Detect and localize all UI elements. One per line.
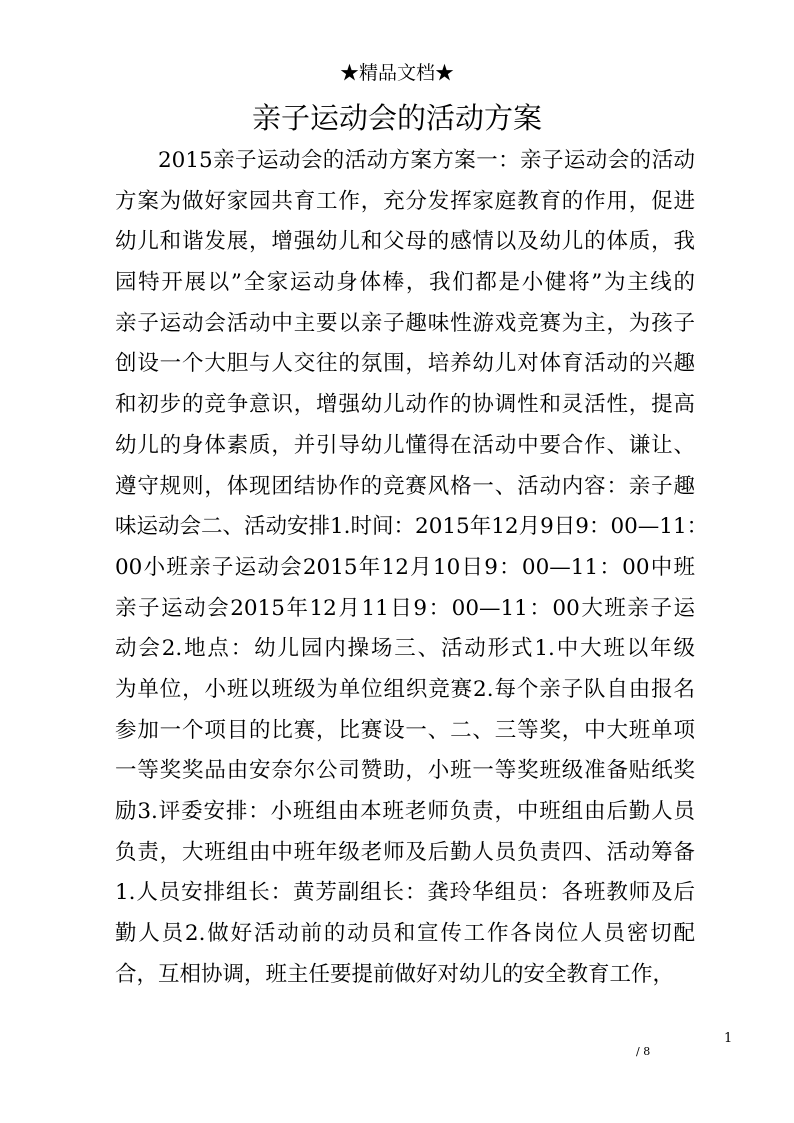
body-line: 动会2.地点：幼儿园内操场三、活动形式1.中大班以年级 — [115, 636, 695, 662]
body-line: 味运动会二、活动安排1.时间：2015年12月9日9：00—11： — [115, 514, 709, 540]
page-footer: / 8 — [636, 1045, 651, 1058]
body-line: 亲子运动会2015年12月11日9：00—11：00大班亲子运 — [115, 595, 695, 621]
body-line: 合，互相协调，班主任要提前做好对幼儿的安全教育工作， — [115, 961, 675, 987]
body-line: 园特开展以”全家运动身体棒，我们都是小健将”为主线的 — [115, 270, 695, 296]
body-line: 负责，大班组由中班年级老师及后勤人员负责四、活动筹备 — [115, 839, 695, 865]
document-title: 亲子运动会的活动方案 — [251, 101, 542, 135]
document-body — [115, 141, 709, 995]
body-line: 一等奖奖品由安奈尔公司赞助，小班一等奖班级准备贴纸奖 — [115, 758, 695, 784]
body-line: 幼儿的身体素质，并引导幼儿懂得在活动中要合作、谦让、 — [115, 432, 695, 458]
body-line: 1.人员安排组长：黄芳副组长：龚玲华组员：各班教师及后 — [115, 880, 695, 906]
body-line: 方案为做好家园共育工作，充分发挥家庭教育的作用，促进 — [115, 188, 695, 214]
body-line: 00小班亲子运动会2015年12月10日9：00—11：00中班 — [115, 554, 695, 580]
body-line: 亲子运动会活动中主要以亲子趣味性游戏竞赛为主，为孩子 — [115, 310, 695, 336]
body-line: 为单位，小班以班级为单位组织竞赛2.每个亲子队自由报名 — [115, 676, 695, 702]
body-line: 遵守规则，体现团结协作的竞赛风格一、活动内容：亲子趣 — [115, 473, 695, 499]
body-line: 创设一个大胆与人交往的氛围，培养幼儿对体育活动的兴趣 — [115, 351, 695, 377]
body-line: 勤人员2.做好活动前的动员和宣传工作各岗位人员密切配 — [115, 921, 695, 947]
body-line: 幼儿和谐发展，增强幼儿和父母的感情以及幼儿的体质，我 — [115, 229, 695, 255]
body-line: 励3.评委安排：小班组由本班老师负责，中班组由后勤人员 — [115, 799, 695, 824]
body-line: 参加一个项目的比赛，比赛设一、二、三等奖，中大班单项 — [115, 717, 695, 743]
body-line: 2015亲子运动会的活动方案方案一：亲子运动会的活动 — [158, 148, 695, 173]
body-line: 和初步的竞争意识，增强幼儿动作的协调性和灵活性，提高 — [115, 392, 695, 418]
page-number: 1 — [724, 1031, 733, 1046]
document-header-mark: ★精品文档★ — [339, 62, 454, 84]
